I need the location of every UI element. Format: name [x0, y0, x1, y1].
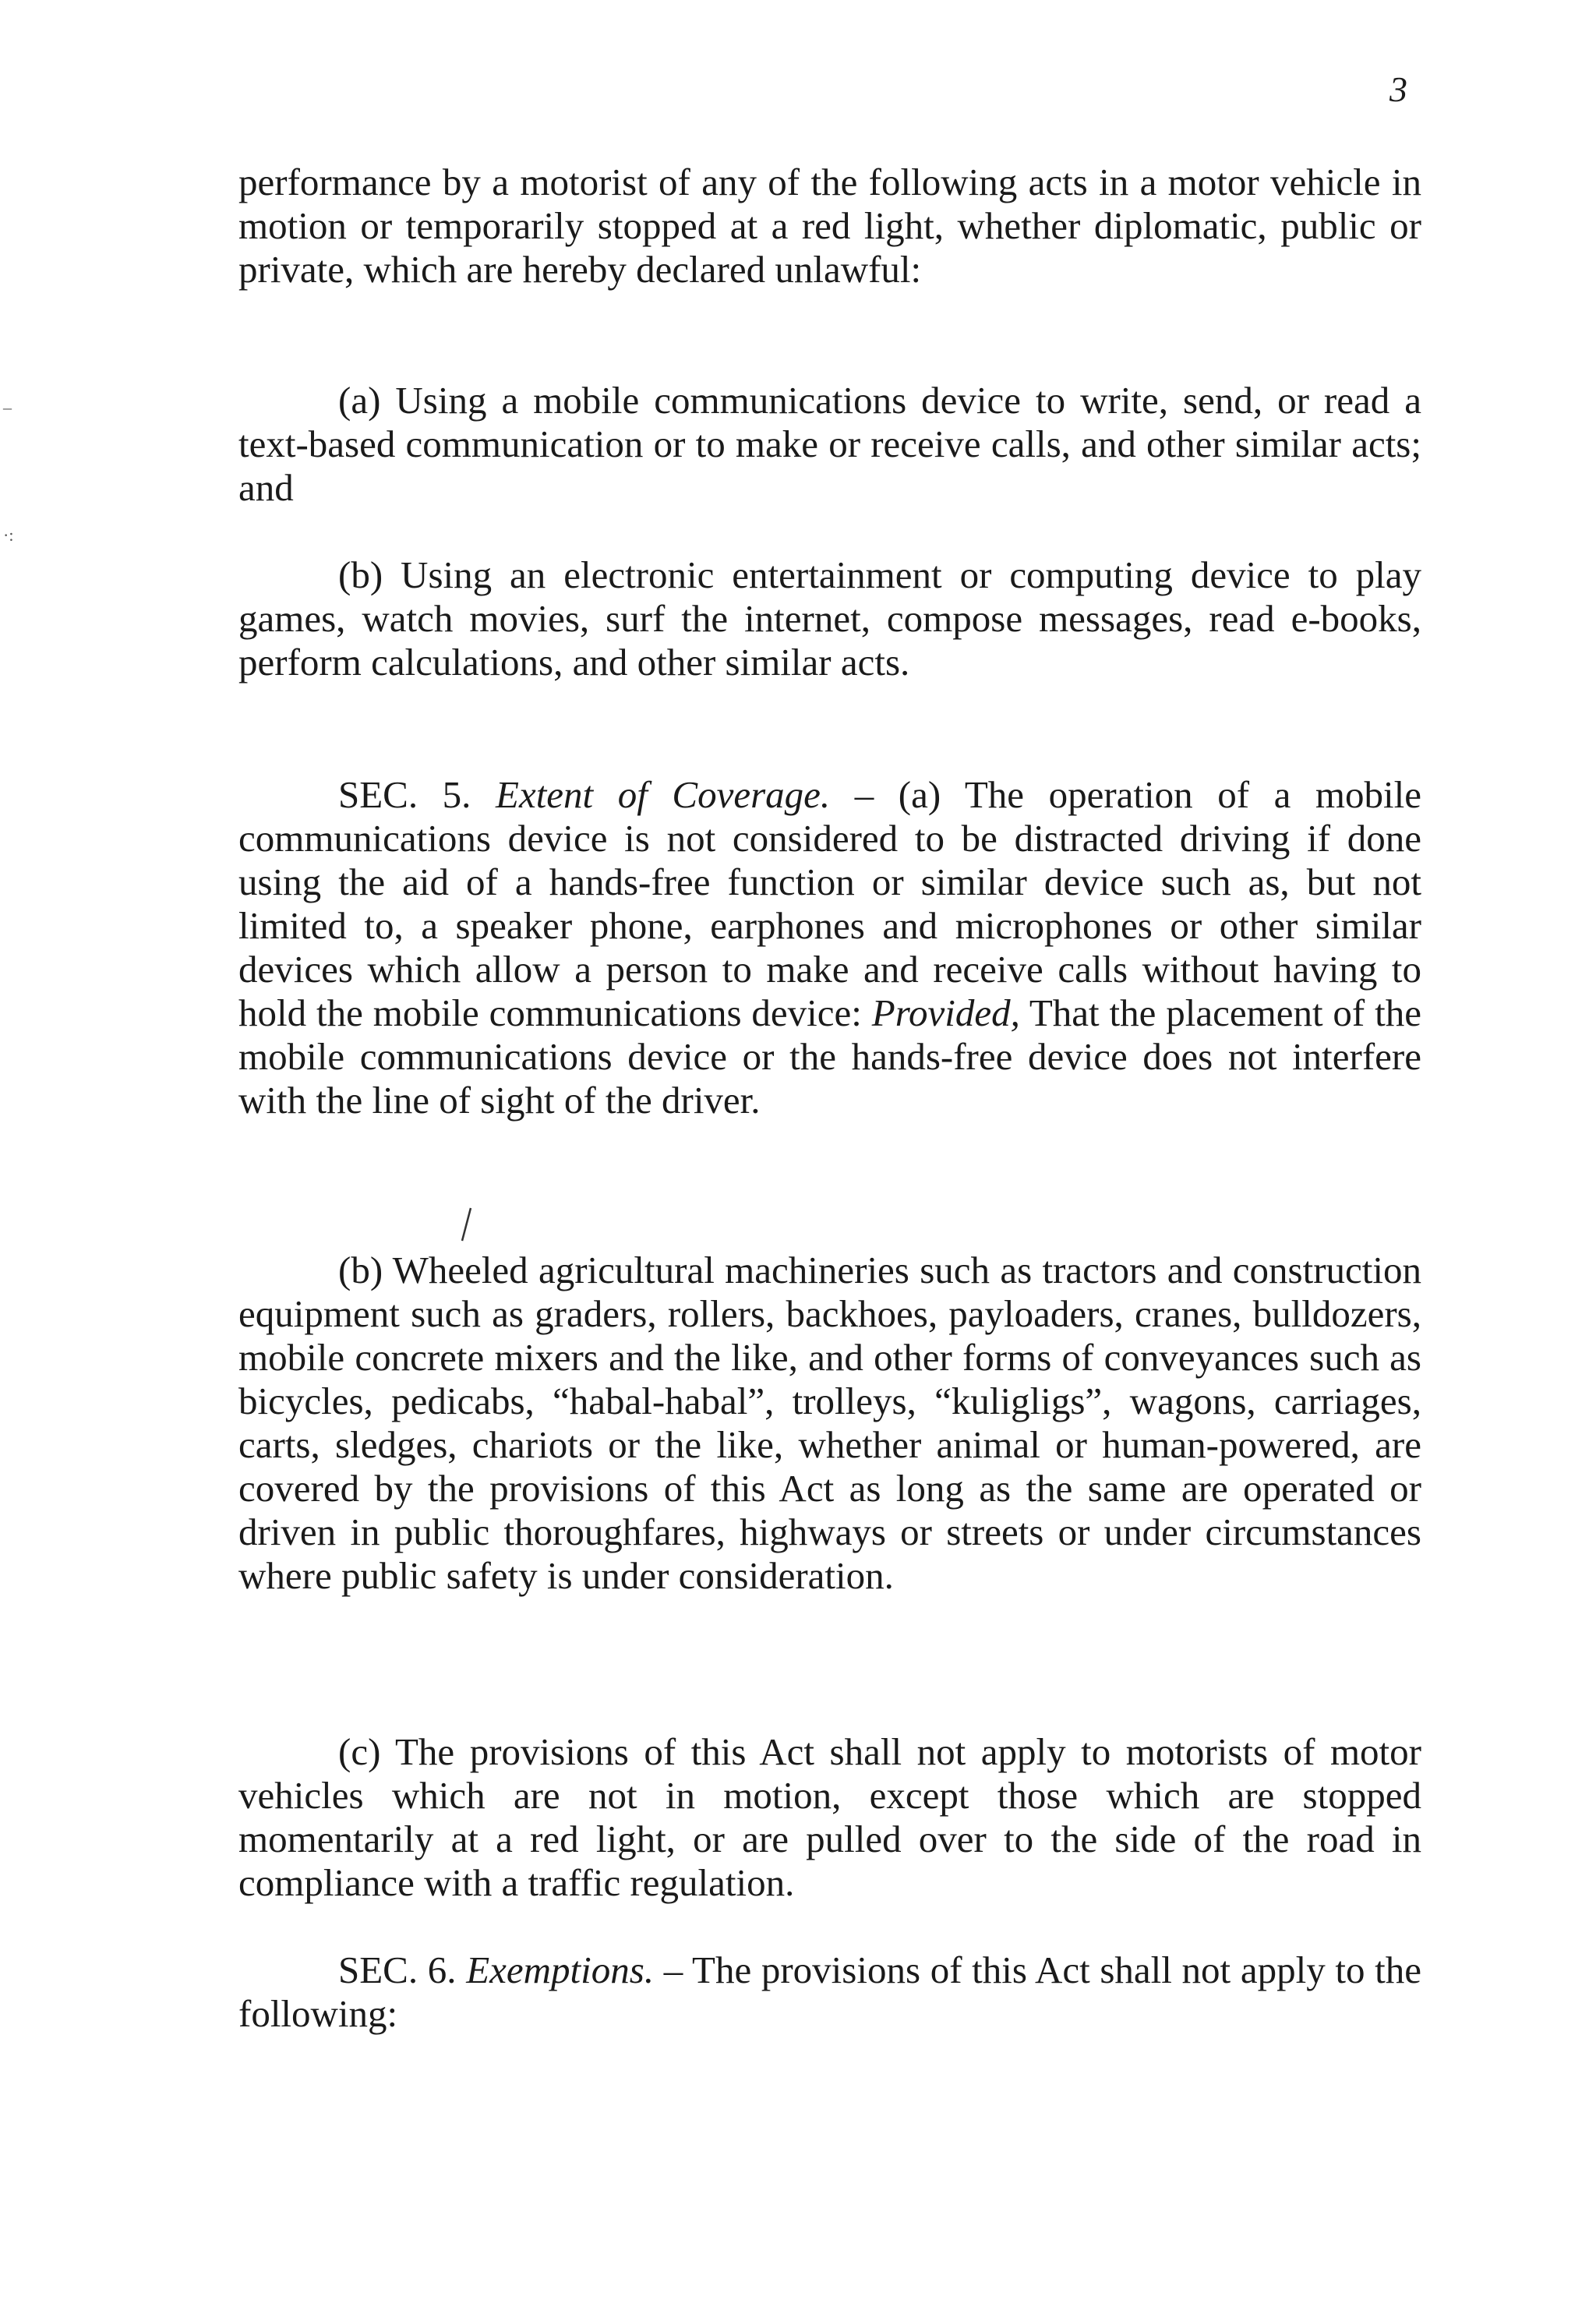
- section-6-title: Exemptions.: [466, 1948, 655, 1991]
- paragraph-5b: (b) Wheeled agricultural machineries such as tractors and construction equipment such as graders, rollers, backhoes, payloaders, cranes, bulldozers, mobile concrete mixers and the like, and other forms of conveyances such as bicycles, pedicabs, “habal-habal”, trolleys, “kuligligs”, wagons, carriages, carts, sledges, chariots or the like, whether animal or human-powered, are covered by the provisions of this Act as long as the same are operated or driven in public thoroughfares, highways or streets or under circumstances where public safety is under consideration.: [238, 1249, 1421, 1597]
- proviso-word: Provided,: [871, 991, 1020, 1034]
- margin-mark: ·:: [3, 525, 14, 545]
- margin-mark: –: [3, 397, 12, 417]
- section-5-text: – (a) The operation of a mobile communications device is not considered to be distracted driving if done using the aid of a hands-free function or similar device such as, but not limited to, a speaker phone, earphones and microphones or other similar devices which allow a person to make and receive calls without having to hold the mobile communications device:: [238, 773, 1421, 1034]
- section-5-paragraph: [238, 773, 1421, 1122]
- section-5-title: Extent of Coverage.: [496, 773, 831, 816]
- page-number: 3: [1389, 69, 1407, 109]
- paragraph-intro: performance by a motorist of any of the following acts in a motor vehicle in motion or temporarily stopped at a red light, whether diplomatic, public or private, which are hereby declared unlawful:: [238, 161, 1421, 291]
- section-6-paragraph: [238, 1948, 1421, 2036]
- paragraph-5c: (c) The provisions of this Act shall not apply to motorists of motor vehicles which are not in motion, except those which are stopped momentarily at a red light, or are pulled over to the side of the road in compliance with a traffic regulation.: [238, 1730, 1421, 1904]
- paragraph-4a: (a) Using a mobile communications device to write, send, or read a text-based communication or to make or receive calls, and other similar acts; and: [238, 379, 1421, 509]
- section-6-text: – The provisions of this Act shall not apply to the following:: [238, 1948, 1421, 2035]
- section-6-label: SEC. 6.: [338, 1948, 457, 1991]
- section-5-text-end: That the placement of the mobile communications device or the hands-free device does not interfere with the line of sight of the driver.: [238, 991, 1421, 1122]
- section-5-label: SEC. 5.: [338, 773, 471, 816]
- paragraph-4b: (b) Using an electronic entertainment or computing device to play games, watch movies, surf the internet, compose messages, read e-books, perform calculations, and other similar acts.: [238, 553, 1421, 684]
- pen-mark: [458, 1206, 474, 1242]
